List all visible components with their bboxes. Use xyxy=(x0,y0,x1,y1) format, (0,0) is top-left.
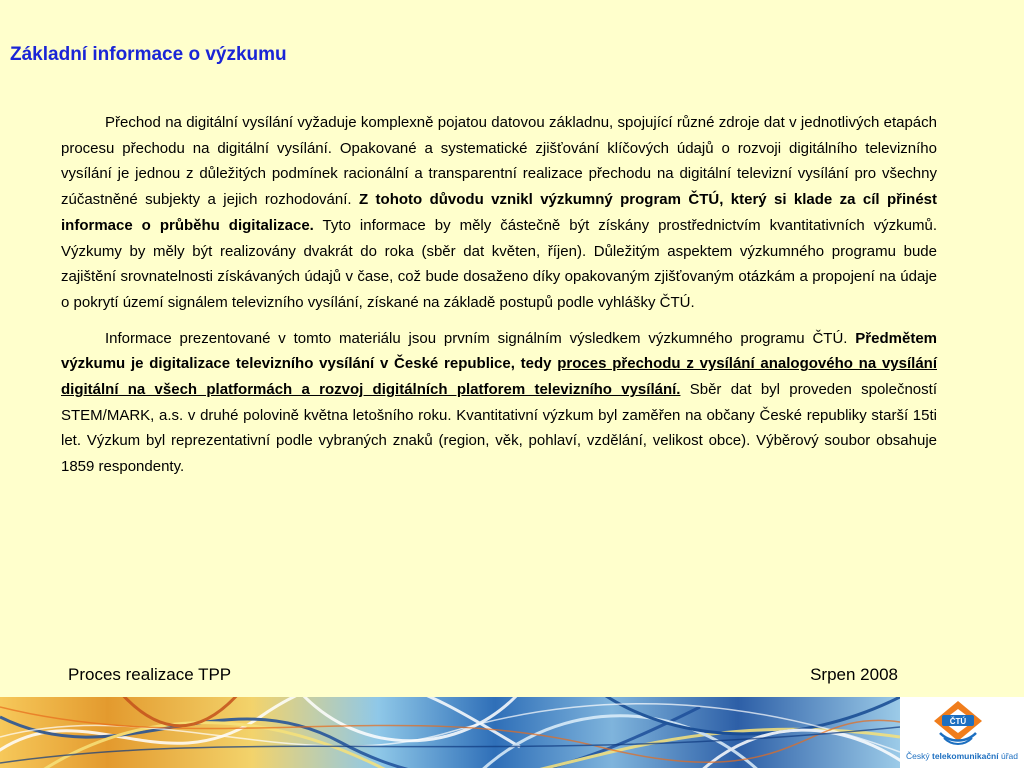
paragraph-1-bold: Z tohoto důvodu vznikl výzkumný program ČTÚ, který si klade za cíl přinést informace o průběhu digitalizace. xyxy=(61,191,937,234)
logo-caption-pre: Český xyxy=(906,751,932,761)
footer-date: Srpen 2008 xyxy=(810,665,898,684)
paragraph-2-text: Informace prezentované v tomto materiálu jsou prvním signálním výsledkem výzkumného programu ČTÚ. xyxy=(105,329,856,347)
paragraph-2-bold-underlined: proces přechodu z vysílání analogového na vysílání digitální na všech platformách a rozvoj digitálních platforem televizního vysílání. xyxy=(61,355,937,399)
ctu-emblem-icon xyxy=(900,697,1024,751)
footer-left-text: Proces realizace TPP xyxy=(68,665,232,684)
decorative-banner xyxy=(0,697,900,768)
paragraph-2-bold: Předmětem výzkumu je digitalizace televizního vysílání v České republice, tedy xyxy=(61,329,937,373)
paragraph-1-text-end: Tyto informace by měly částečně být získány prostřednictvím kvantitativních výzkumů. Výzkumy by měly být realizovány dvakrát do roka (sběr dat květen, říjen). Důležitým aspektem výzkumného programu bude zajištění srovnatelnosti získávaných údajů v čase, což bude dosaženo díky opakovaným zjišťovaným otázkám a propojení na údaje o pokrytí území signálem televizního vysílání, získané na základě postupů podle vyhlášky ČTÚ. xyxy=(61,216,937,311)
logo-caption-post: úřad xyxy=(998,751,1018,761)
paragraph-2-text-end: Sběr dat byl proveden společností STEM/MARK, a.s. v druhé polovině května letošního roku. Kvantitativní výzkum byl zaměřen na občany České republiky starší 15ti let. Výzkum byl reprezentativní podle vybraných znaků (region, věk, pohlaví, vzdělání, velikost obce). Výběrový soubor obsahuje 1859 respondenty. xyxy=(61,381,937,476)
page-title: Základní informace o výzkumu xyxy=(10,44,287,65)
logo-caption-bold: telekomunikační xyxy=(932,751,999,761)
paragraph-1 xyxy=(61,110,937,316)
logo-caption xyxy=(900,751,1024,761)
paragraph-2 xyxy=(61,326,937,480)
ctu-logo xyxy=(900,697,1024,768)
body-text xyxy=(61,110,937,480)
paragraph-1-text: Přechod na digitální vysílání vyžaduje komplexně pojatou datovou základnu, spojující různé zdroje dat v jednotlivých etapách procesu přechodu na digitální vysílání. Opakované a systematické zjišťování klíčových údajů o rozvoji digitálního televizního vysílání je jednou z důležitých podmínek racionální a transparentní realizace přechodu na digitální televizní vysílání pro všechny zúčastněné subjekty a jejich rozhodování. xyxy=(61,114,937,209)
logo-badge-text: ČTÚ xyxy=(949,717,967,726)
